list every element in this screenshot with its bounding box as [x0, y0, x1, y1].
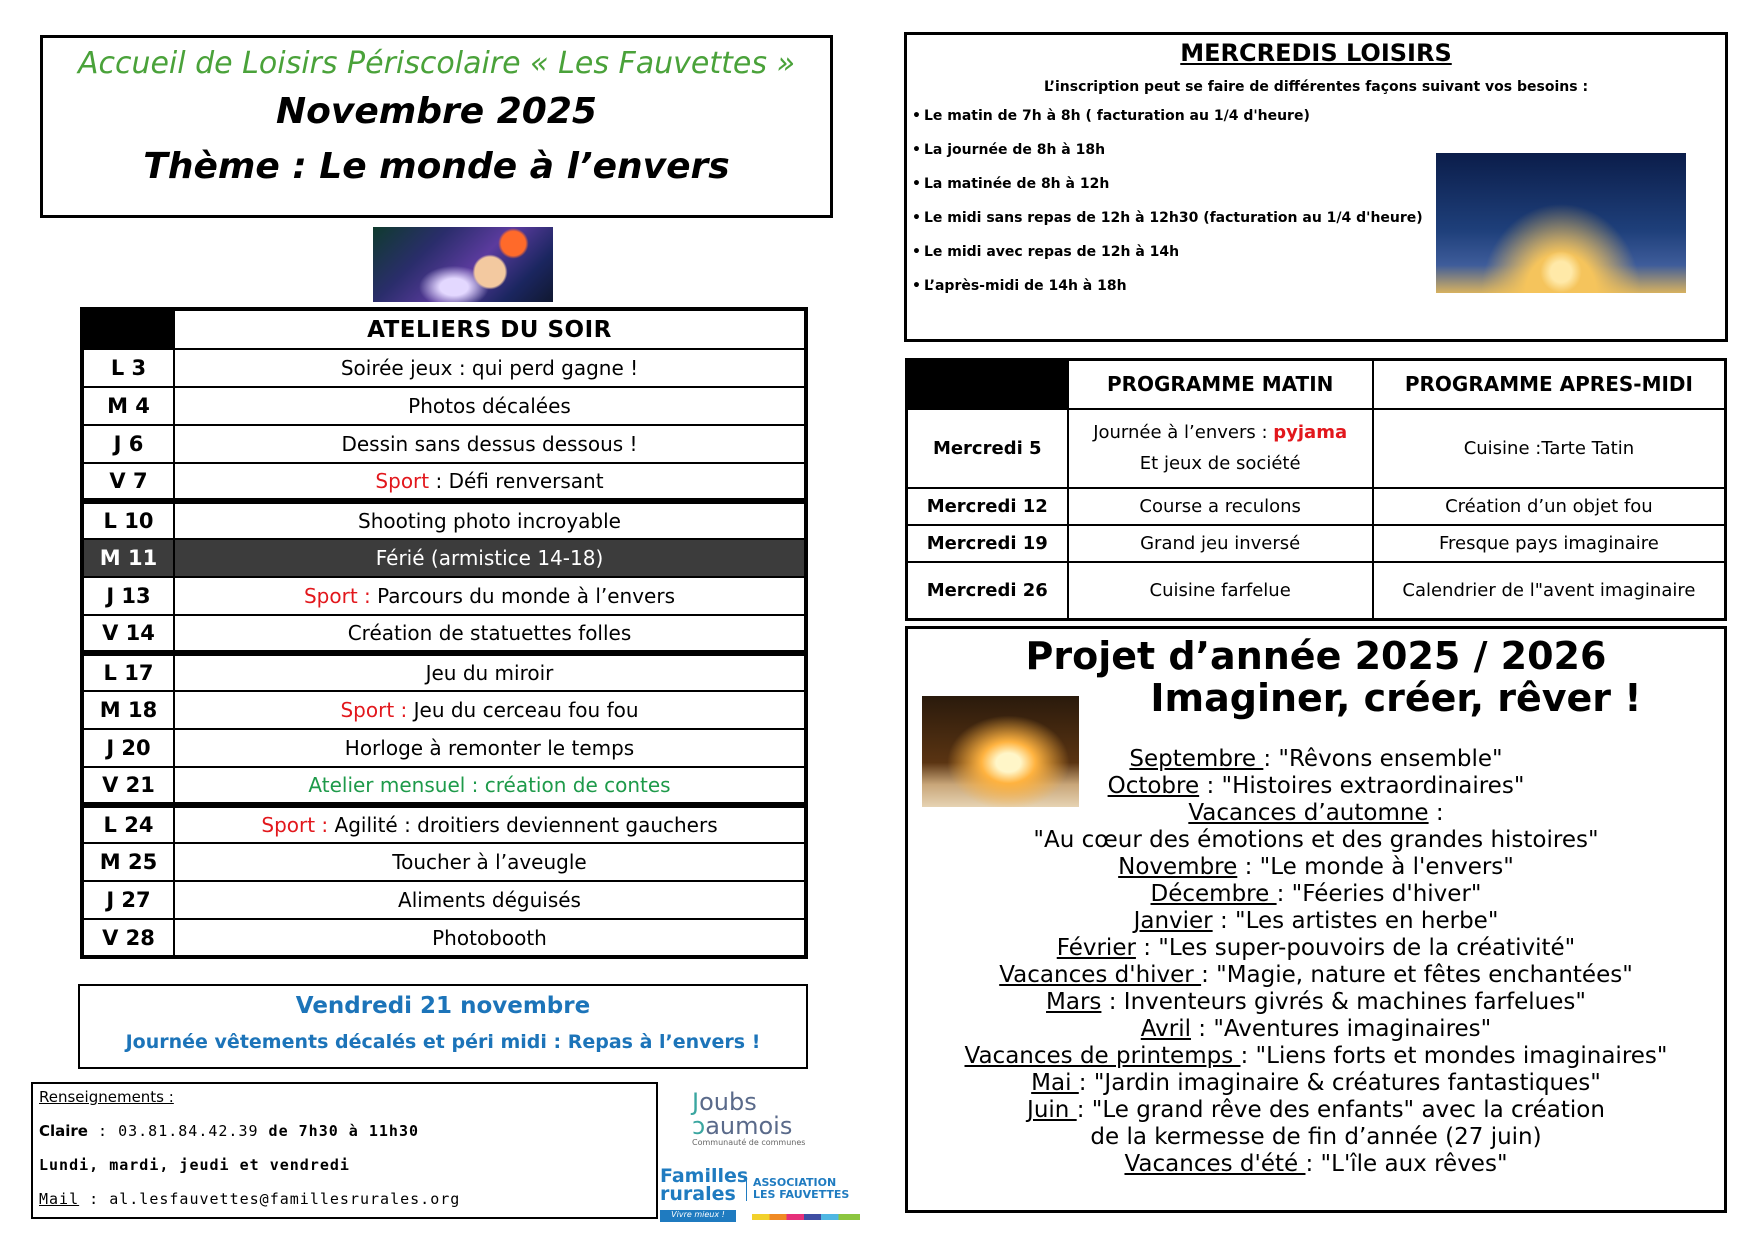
- matin-line2: Et jeux de société: [1139, 453, 1301, 474]
- month-label: Vacances de printemps: [964, 1043, 1241, 1069]
- activity-text: Photobooth: [432, 925, 547, 950]
- atelier-activity: [174, 501, 806, 539]
- registration-option: • Le matin de 7h à 8h ( facturation au 1/4 d'heure): [912, 108, 1725, 142]
- atelier-day: V 21: [82, 767, 174, 805]
- month-label: Mai: [1031, 1070, 1079, 1096]
- mail-address[interactable]: : al.lesfauvettes@famillesrurales.org: [79, 1190, 461, 1208]
- doubs-baumois-logo: Joubs ↄaumois Communauté de communes: [692, 1088, 806, 1147]
- atelier-row: [82, 463, 806, 501]
- atelier-day: J 27: [82, 881, 174, 919]
- activity-text: : Défi renversant: [429, 469, 604, 493]
- month-label: Septembre: [1129, 746, 1264, 772]
- activity-text: Soirée jeux : qui perd gagne !: [340, 356, 639, 380]
- atelier-activity: [174, 463, 806, 501]
- title-box: [40, 35, 833, 218]
- matin-text: Course a reculons: [1139, 495, 1301, 517]
- month-label: Avril: [1140, 1016, 1191, 1042]
- registration-option: • La matinée de 8h à 12h: [912, 176, 1725, 210]
- atelier-row: [82, 919, 806, 957]
- registration-option: • L’après-midi de 14h à 18h: [912, 278, 1725, 312]
- programme-apres-midi: Fresque pays imaginaire: [1373, 525, 1726, 562]
- atelier-day: J 6: [82, 425, 174, 463]
- contact-mail-row: [39, 1190, 650, 1208]
- sport-label: Sport: [375, 469, 430, 493]
- month-label: Janvier: [1133, 908, 1213, 934]
- programme-day: Mercredi 26: [907, 562, 1068, 620]
- ateliers-table: [80, 307, 808, 959]
- projet-month-line: [908, 881, 1724, 908]
- month-label: Juin: [1027, 1097, 1077, 1123]
- atelier-row: [82, 881, 806, 919]
- projet-month-line: [908, 1016, 1724, 1043]
- atelier-row: [82, 387, 806, 425]
- activity-text: Atelier mensuel : création de contes: [308, 773, 671, 797]
- col-matin: PROGRAMME MATIN: [1068, 360, 1373, 409]
- programme-day: Mercredi 19: [907, 525, 1068, 562]
- programme-matin: [1068, 488, 1373, 525]
- projet-months: [908, 746, 1724, 1178]
- month-label: Vacances d'hiver: [999, 962, 1202, 988]
- month-theme: : "Histoires extraordinaires": [1199, 773, 1525, 799]
- month-theme: : "Rêvons ensemble": [1263, 746, 1503, 772]
- month-theme: : "Liens forts et mondes imaginaires": [1240, 1043, 1668, 1069]
- projet-month-line: [908, 1151, 1724, 1178]
- month-label: Vacances d’automne: [1188, 800, 1429, 826]
- projet-month-line: [908, 827, 1724, 854]
- atelier-day: M 25: [82, 843, 174, 881]
- header-corner: [907, 360, 1068, 409]
- atelier-row: [82, 653, 806, 691]
- magic-book-image: [922, 696, 1079, 807]
- projet-subtitle: Imaginer, créer, rêver !: [1150, 676, 1642, 720]
- atelier-day: V 7: [82, 463, 174, 501]
- month-label: Mars: [1046, 989, 1102, 1015]
- familles-rurales-logo: [660, 1167, 748, 1203]
- atelier-row: [82, 349, 806, 387]
- activity-text: Jeu du miroir: [425, 661, 554, 685]
- month-theme: : "Les super-pouvoirs de la créativité": [1135, 935, 1576, 961]
- month-theme: "Au cœur des émotions et des grandes histoires": [1033, 827, 1599, 853]
- atelier-activity: [174, 349, 806, 387]
- activity-text: Horloge à remonter le temps: [344, 736, 635, 760]
- atelier-activity: [174, 691, 806, 729]
- atelier-activity: [174, 653, 806, 691]
- projet-month-line: [908, 908, 1724, 935]
- month-theme: : "Magie, nature et fêtes enchantées": [1201, 962, 1633, 988]
- month-theme: : "Aventures imaginaires": [1190, 1016, 1492, 1042]
- projet-title: Projet d’année 2025 / 2026: [1025, 634, 1607, 678]
- programme-header-row: [907, 360, 1726, 409]
- mercredis-subtitle: L’inscription peut se faire de différentes façons suivant vos besoins :: [1043, 79, 1589, 95]
- month-theme: : Inventeurs givrés & machines farfelues": [1101, 989, 1586, 1015]
- activity-text: Toucher à l’aveugle: [392, 850, 587, 874]
- activity-text: Création de statuettes folles: [347, 621, 632, 645]
- atelier-activity: [174, 577, 806, 615]
- programme-row: [907, 488, 1726, 525]
- programme-matin: [1068, 525, 1373, 562]
- atelier-day: L 10: [82, 501, 174, 539]
- atelier-row: [82, 577, 806, 615]
- special-day-title: Vendredi 21 novembre: [295, 993, 591, 1019]
- month-theme: :: [1428, 800, 1444, 826]
- atelier-activity: [174, 729, 806, 767]
- atelier-row: [82, 691, 806, 729]
- programme-table: [905, 358, 1727, 621]
- programme-apres-midi: Cuisine :Tarte Tatin: [1373, 409, 1726, 488]
- programme-matin: [1068, 409, 1373, 488]
- atelier-day: M 4: [82, 387, 174, 425]
- atelier-day: M 11: [82, 539, 174, 577]
- month-title: Novembre 2025: [276, 91, 597, 132]
- programme-day: Mercredi 12: [907, 488, 1068, 525]
- atelier-day: L 3: [82, 349, 174, 387]
- contact-label: Renseignements :: [39, 1088, 174, 1106]
- atelier-day: L 24: [82, 805, 174, 843]
- doubs-line2: aumois: [705, 1112, 793, 1140]
- activity-text: Agilité : droitiers deviennent gauchers: [328, 813, 718, 837]
- mail-label: Mail: [39, 1190, 80, 1208]
- special-day-box: [78, 984, 808, 1069]
- space-child-image: [373, 227, 553, 302]
- activity-text: Jeu du cerceau fou fou: [407, 698, 639, 722]
- registration-option: • La journée de 8h à 18h: [912, 142, 1725, 176]
- activity-text: Shooting photo incroyable: [358, 509, 621, 533]
- special-day-text: Journée vêtements décalés et péri midi : Repas à l’envers !: [125, 1031, 761, 1053]
- familles-line2: rurales: [660, 1183, 736, 1205]
- atelier-row: [82, 539, 806, 577]
- atelier-row: [82, 843, 806, 881]
- projet-month-line: [908, 1097, 1724, 1124]
- atelier-activity: [174, 881, 806, 919]
- organization-title: Accueil de Loisirs Périscolaire « Les Fauvettes »: [77, 46, 796, 81]
- month-theme: : "Féeries d'hiver": [1276, 881, 1482, 907]
- month-theme: : "L'île aux rêves": [1305, 1151, 1508, 1177]
- atelier-day: J 13: [82, 577, 174, 615]
- programme-day: Mercredi 5: [907, 409, 1068, 488]
- activity-text: Parcours du monde à l’envers: [370, 584, 676, 608]
- month-theme: : "Jardin imaginaire & créatures fantastiques": [1078, 1070, 1601, 1096]
- atelier-activity: [174, 387, 806, 425]
- ateliers-title: ATELIERS DU SOIR: [174, 309, 806, 349]
- month-label: Février: [1056, 935, 1136, 961]
- month-label: Novembre: [1118, 854, 1238, 880]
- contact-hours: de 7h30 à 11h30: [268, 1122, 420, 1140]
- programme-apres-midi: Calendrier de l"avent imaginaire: [1373, 562, 1726, 620]
- activity-text: Aliments déguisés: [398, 888, 581, 912]
- matin-text: Cuisine farfelue: [1149, 579, 1291, 601]
- familles-tagline: Vivre mieux !: [660, 1210, 736, 1222]
- assoc-line1: ASSOCIATION: [753, 1176, 837, 1189]
- projet-month-line: [908, 1043, 1724, 1070]
- atelier-activity: [174, 805, 806, 843]
- atelier-day: L 17: [82, 653, 174, 691]
- atelier-row: [82, 805, 806, 843]
- activity-text: Photos décalées: [408, 394, 571, 418]
- association-logo-text: [746, 1177, 849, 1201]
- atelier-activity: [174, 539, 806, 577]
- doubs-sub: Communauté de communes: [692, 1138, 806, 1147]
- col-apres-midi: PROGRAMME APRES-MIDI: [1373, 360, 1726, 409]
- contact-days: Lundi, mardi, jeudi et vendredi: [39, 1156, 350, 1174]
- atelier-activity: [174, 767, 806, 805]
- doubs-line1: oubs: [699, 1088, 757, 1116]
- matin-text: Grand jeu inversé: [1140, 532, 1301, 554]
- atelier-day: J 20: [82, 729, 174, 767]
- sport-label: Sport :: [303, 584, 371, 608]
- month-theme: : "Le monde à l'envers": [1237, 854, 1514, 880]
- matin-highlight: pyjama: [1273, 422, 1348, 443]
- month-theme: : "Les artistes en herbe": [1212, 908, 1499, 934]
- atelier-row: [82, 425, 806, 463]
- mercredis-title: MERCREDIS LOISIRS: [1180, 39, 1452, 67]
- ateliers-body: [82, 349, 806, 957]
- programme-row: [907, 562, 1726, 620]
- familles-line1: Familles: [660, 1165, 749, 1187]
- sport-label: Sport :: [340, 698, 408, 722]
- atelier-activity: [174, 615, 806, 653]
- atelier-day: V 28: [82, 919, 174, 957]
- projet-month-line: [908, 854, 1724, 881]
- theme-title: Thème : Le monde à l’envers: [143, 146, 730, 187]
- atelier-row: [82, 615, 806, 653]
- programme-row: [907, 409, 1726, 488]
- atelier-row: [82, 501, 806, 539]
- header-corner: [82, 309, 174, 349]
- atelier-row: [82, 767, 806, 805]
- projet-month-line: [908, 1070, 1724, 1097]
- month-theme: : "Le grand rêve des enfants" avec la création: [1076, 1097, 1605, 1123]
- projet-month-line: [908, 935, 1724, 962]
- atelier-activity: [174, 843, 806, 881]
- contact-phone-row: [39, 1122, 650, 1140]
- projet-month-line: [908, 962, 1724, 989]
- programme-row: [907, 525, 1726, 562]
- sport-label: Sport :: [261, 813, 329, 837]
- month-label: Vacances d'été: [1124, 1151, 1306, 1177]
- programme-apres-midi: Création d’un objet fou: [1373, 488, 1726, 525]
- atelier-activity: [174, 425, 806, 463]
- ateliers-header-row: [82, 309, 806, 349]
- month-label: Décembre: [1150, 881, 1277, 907]
- projet-month-line: [908, 1124, 1724, 1151]
- matin-text: Journée à l’envers :: [1093, 422, 1274, 443]
- activity-text: Dessin sans dessus dessous !: [341, 432, 638, 456]
- contact-box: [31, 1082, 658, 1219]
- activity-text: Férié (armistice 14-18): [375, 546, 604, 570]
- atelier-row: [82, 729, 806, 767]
- atelier-activity: [174, 919, 806, 957]
- contact-name: Claire: [39, 1122, 88, 1140]
- programme-matin: [1068, 562, 1373, 620]
- assoc-line2: LES FAUVETTES: [753, 1188, 850, 1201]
- programme-body: [907, 409, 1726, 620]
- color-bar: [752, 1214, 860, 1220]
- month-label: Octobre: [1107, 773, 1200, 799]
- atelier-day: V 14: [82, 615, 174, 653]
- atelier-day: M 18: [82, 691, 174, 729]
- registration-option: • Le midi avec repas de 12h à 14h: [912, 244, 1725, 278]
- registration-option: • Le midi sans repas de 12h à 12h30 (facturation au 1/4 d'heure): [912, 210, 1725, 244]
- logos: [660, 1062, 860, 1222]
- contact-phone[interactable]: : 03.81.84.42.39: [87, 1122, 269, 1140]
- projet-month-line: [908, 989, 1724, 1016]
- starry-sky-image: [1436, 153, 1686, 293]
- month-theme: de la kermesse de fin d’année (27 juin): [1090, 1124, 1542, 1150]
